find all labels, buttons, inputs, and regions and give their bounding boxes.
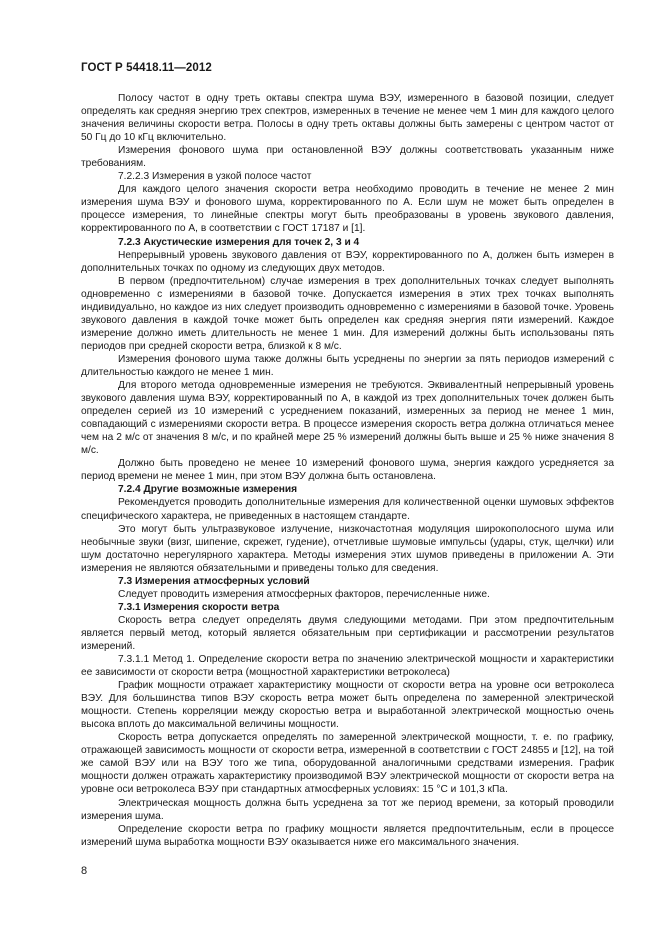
paragraph: Для второго метода одновременные измерения не требуются. Эквивалентный непрерывный уровень звукового давления шума ВЭУ, корректированный по А, в каждой из трех дополнительных точек должен быть определен серией из 10 измерений с усреднением показаний, измеренных за период не менее 1 мин, совпадающий с измерениями скорости ветра. В процессе измерения скорость ветра должна отличаться менее чем на 2 м/с от значения 8 м/с, и по крайней мере 25 % измерений должны быть выше и 25 % ниже значения 8 м/с. [81, 380, 614, 457]
paragraph: Рекомендуется проводить дополнительные измерения для количественной оценки шумовых эффектов специфического характера, не приведенных в настоящем стандарте. [81, 497, 614, 522]
section-heading: 7.3 Измерения атмосферных условий [118, 575, 310, 587]
document-header: ГОСТ Р 54418.11—2012 [81, 62, 212, 74]
page-number: 8 [81, 865, 88, 877]
paragraph: График мощности отражает характеристику мощности от скорости ветра на уровне оси ветроколеса ВЭУ. Для большинства типов ВЭУ скорость ветра может быть определена по замеренной электрической мощности. Степень корреляции между скоростью ветра и выработанной электрической мощностью очень высока вплоть до максимальной величины мощности. [81, 680, 614, 731]
paragraph: Должно быть проведено не менее 10 измерений фонового шума, энергия каждого усредняется за период времени не менее 1 мин, при этом ВЭУ должна быть остановлена. [81, 458, 614, 483]
section-heading: 7.3.1 Измерения скорости ветра [118, 601, 280, 613]
paragraph: В первом (предпочтительном) случае измерения в трех дополнительных точках следует выполнять одновременно с измерениями в базовой точке. Допускается измерения в этих трех точках выполнять индивидуально, но каждое из них следует производить одновременно с измерениями в базовой точке. Уровень звукового давления в каждой точке может быть определен как средняя энергия пяти измерений. Каждое измерение должно иметь длительность не менее 1 мин. Для измерений должны быть использованы пять периодов при средней скорости ветра, близкой к 8 м/с. [81, 275, 614, 352]
paragraph: Это могут быть ультразвуковое излучение, низкочастотная модуляция широкополосного шума или необычные звуки (визг, шипение, скрежет, гудение), отчетливые шумовые импульсы (удары, стук, щелчки) или шум достаточно нерегулярного характера. Методы измерения этих шумов приведены в приложении А. Эти измерения не являются обязательными и приведены только для сведения. [81, 523, 614, 574]
section-heading: 7.2.4 Другие возможные измерения [118, 484, 298, 496]
paragraph: Электрическая мощность должна быть усреднена за тот же период времени, за который проводили измерения шума. [81, 797, 614, 822]
paragraph: Измерения фонового шума также должны быть усреднены по энергии за пять периодов измерений с длительностью каждого не менее 1 мин. [81, 353, 614, 378]
paragraph: Непрерывный уровень звукового давления от ВЭУ, корректированного по А, должен быть измерен в дополнительных точках по одному из следующих двух методов. [81, 249, 614, 274]
section-heading: 7.2.3 Акустические измерения для точек 2, 3 и 4 [118, 236, 360, 248]
paragraph: 7.2.2.3 Измерения в узкой полосе частот [118, 171, 312, 183]
paragraph: Следует проводить измерения атмосферных факторов, перечисленные ниже. [118, 588, 490, 600]
paragraph: Определение скорости ветра по графику мощности является предпочтительным, если в процессе измерений шума выработка мощности ВЭУ оказывается ниже его максимального значения. [81, 823, 614, 848]
paragraph: Скорость ветра следует определять двумя следующими методами. При этом предпочтительным является первый метод, который является обязательным при сертификации и рассмотрении результатов измерений. [81, 614, 614, 652]
paragraph: 7.3.1.1 Метод 1. Определение скорости ветра по значению электрической мощности и характеристики ее зависимости от скорости ветра (мощностной характеристики ветроколеса) [81, 654, 614, 679]
document-page [81, 62, 614, 849]
paragraph: Скорость ветра допускается определять по замеренной электрической мощности, т. е. по графику, отражающей зависимость мощности от скорости ветра, измеренной в соответствии с ГОСТ 24855 и [12], на той же самой ВЭУ или на ВЭУ того же типа, оборудованной аналогичными средствами измерения. График мощности должен отражать характеристику производимой ВЭУ электрической мощности от скорости ветра на уровне оси ветроколеса ВЭУ при стандартных атмосферных условиях: 15 °С и 101,3 кПа. [81, 732, 614, 796]
document-body [81, 92, 614, 849]
paragraph: Для каждого целого значения скорости ветра необходимо проводить в течение не менее 2 мин измерения шума ВЭУ и фонового шума, корректированного по А. Если шум не может быть определен в процессе измерения, то линейные спектры могут быть преобразованы в уровень звукового давления, корректированного по А, в соответствии с ГОСТ 17187 и [1]. [81, 184, 614, 235]
paragraph: Полосу частот в одну треть октавы спектра шума ВЭУ, измеренного в базовой позиции, следует определять как средняя энергию трех спектров, измеренных в течение не менее чем 1 мин для каждого целого значения величины скорости ветра. Полосы в одну треть октавы должны быть замерены с центром частот от 50 Гц до 10 кГц включительно. [81, 93, 614, 144]
paragraph: Измерения фонового шума при остановленной ВЭУ должны соответствовать указанным ниже требованиям. [81, 145, 614, 170]
